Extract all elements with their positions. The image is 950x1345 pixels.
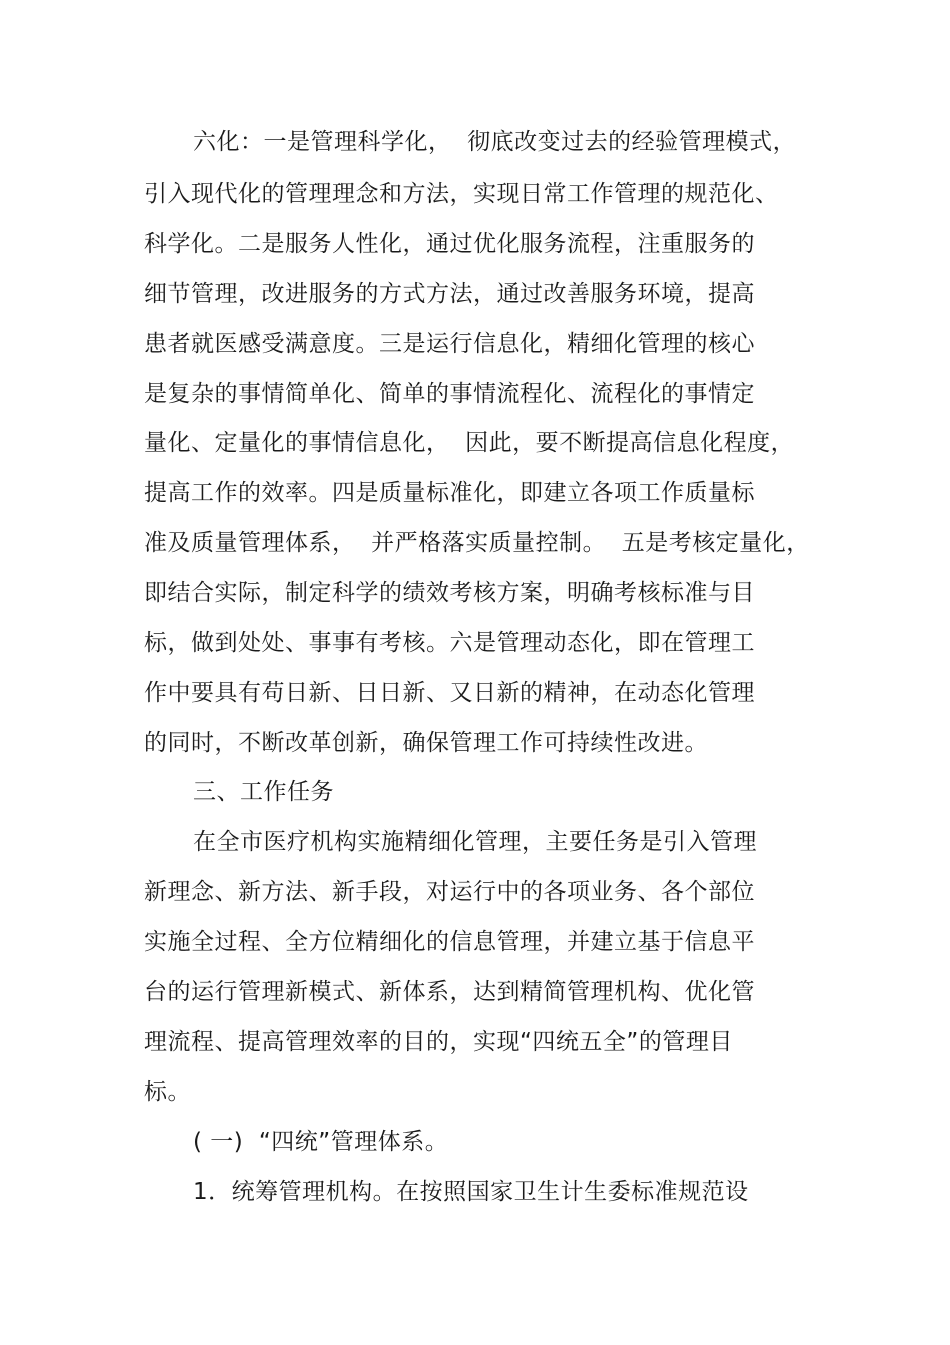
- paragraph-line: 细节管理，改进服务的方式方法，通过改善服务环境，提高: [144, 281, 755, 307]
- paragraph-line: 台的运行管理新模式、新体系，达到精简管理机构、优化管: [144, 979, 755, 1005]
- paragraph-line: 即结合实际，制定科学的绩效考核方案，明确考核标准与目: [144, 580, 755, 606]
- paragraph-line: 1．统筹管理机构。在按照国家卫生计生委标准规范设: [193, 1179, 749, 1205]
- section-heading: 三、工作任务: [193, 779, 334, 805]
- paragraph-line: 是复杂的事情简单化、简单的事情流程化、流程化的事情定: [144, 381, 755, 407]
- paragraph-line: 作中要具有苟日新、日日新、又日新的精神，在动态化管理: [144, 680, 755, 706]
- paragraph-line: 量化、定量化的事情信息化， 因此，要不断提高信息化程度，: [144, 430, 795, 456]
- paragraph-line: 标，做到处处、事事有考核。六是管理动态化，即在管理工: [144, 630, 755, 656]
- paragraph-line: 标。: [144, 1079, 191, 1105]
- paragraph-line: 实施全过程、全方位精细化的信息管理，并建立基于信息平: [144, 929, 755, 955]
- paragraph-line: 准及质量管理体系， 并严格落实质量控制。 五是考核定量化，: [144, 530, 810, 556]
- paragraph-line: 在全市医疗机构实施精细化管理，主要任务是引入管理: [193, 829, 757, 855]
- subsection-heading: ( 一) “四统”管理体系。: [193, 1129, 449, 1155]
- paragraph-line: 患者就医感受满意度。三是运行信息化，精细化管理的核心: [144, 331, 755, 357]
- paragraph-line: 引入现代化的管理理念和方法，实现日常工作管理的规范化、: [144, 181, 779, 207]
- paragraph-line: 理流程、提高管理效率的目的，实现“四统五全”的管理目: [144, 1029, 733, 1055]
- paragraph-line: 六化：一是管理科学化， 彻底改变过去的经验管理模式，: [193, 129, 797, 155]
- paragraph-line: 提高工作的效率。四是质量标准化，即建立各项工作质量标: [144, 480, 755, 506]
- paragraph-line: 的同时，不断改革创新，确保管理工作可持续性改进。: [144, 730, 708, 756]
- paragraph-line: 科学化。二是服务人性化，通过优化服务流程，注重服务的: [144, 231, 755, 257]
- paragraph-line: 新理念、新方法、新手段，对运行中的各项业务、各个部位: [144, 879, 755, 905]
